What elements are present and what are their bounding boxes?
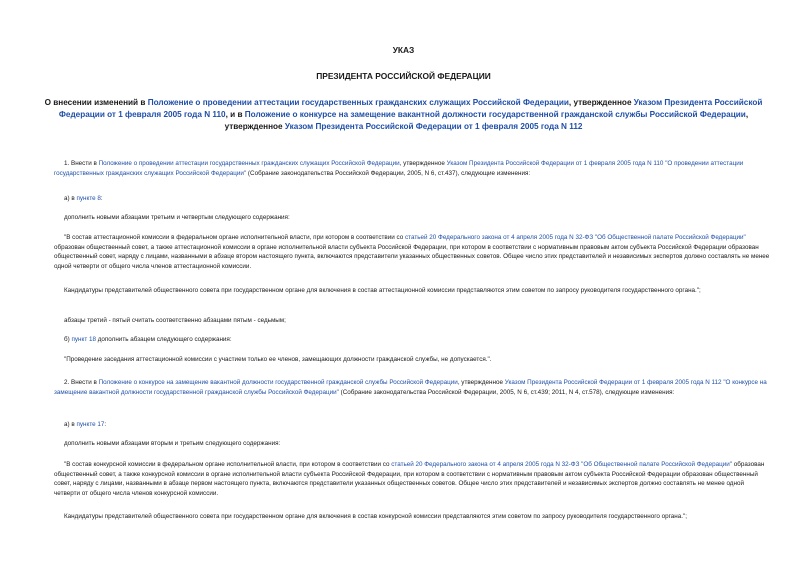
paragraph-12: "В состав конкурсной комиссии в федеральном органе исполнительной власти, при котором в соответствии со статьей 20 Федерального закона от 4 апреля 2005 года N 32-ФЗ "Об Общественной палате Российской Федерации" образован общественный совет, а также конкурсной комиссии в органе исполнительной власти субъекта Российской Федерации, при котором в соответствии с нормативным правовым актом субъекта Российской Федерации образован общественный совет, наряду с лицами, названными в абзаце первом настоящего пункта, включаются представители указанных общественных советов. Общее число этих представителей и независимых экспертов должно составлять не менее одной четверти от общего числа членов конкурсной комиссии. bbox=[54, 461, 765, 497]
link-article-20-law-32fz[interactable]: статьей 20 Федерального закона от 4 апреля 2005 года N 32-ФЗ "Об Общественной палате Российской Федерации" bbox=[405, 234, 746, 241]
paragraph-8: "Проведение заседания аттестационной комиссии с участием только ее членов, замещающих должности гражданской службы, не допускается.". bbox=[64, 356, 492, 363]
link-clause-17[interactable]: пункте 17 bbox=[76, 421, 105, 428]
link-decree-110-2[interactable]: Указом Президента Российской Федерации от 1 февраля 2005 года N 110 "О проведении аттестации государственных гражданских служащих Российской Федерации" bbox=[54, 160, 744, 177]
link-clause-18[interactable]: пункт 18 bbox=[71, 336, 96, 343]
link-decree-110[interactable]: Указом Президента Российской Федерации от 1 февраля 2005 года N 110 bbox=[58, 98, 763, 119]
paragraph-13: Кандидатуры представителей общественного совета при государственном органе для включения в состав конкурсной комиссии представляются этим советом по запросу руководителя государственного органа."; bbox=[64, 513, 688, 520]
link-decree-112-2[interactable]: Указом Президента Российской Федерации от 1 февраля 2005 года N 112 "О конкурсе на замещение вакантной должности государственной гражданской службы Российской Федерации" bbox=[54, 379, 767, 396]
link-attestation-regulation-2[interactable]: Положение о проведении аттестации государственных гражданских служащих Российской Федерации bbox=[98, 160, 400, 167]
document-title: О внесении изменений в Положение о проведении аттестации государственных гражданских служащих Российской Федерации, утвержденное Указом Президента Российской Федерации от 1 февраля 2005 года N 110, и в Положение о конкурсе на замещение вакантной должности государственной гражданской службы Российской Федерации, утвержденное Указом Президента Российской Федерации от 1 февраля 2005 года N 112 bbox=[44, 98, 763, 131]
link-decree-112[interactable]: Указом Президента Российской Федерации от 1 февраля 2005 года N 112 bbox=[284, 122, 583, 131]
paragraph-3: дополнить новыми абзацами третьим и четвертым следующего содержания: bbox=[64, 214, 290, 221]
paragraph-9: 2. Внести в Положение о конкурсе на замещение вакантной должности государственной гражданской службы Российской Федерации, утвержденное Указом Президента Российской Федерации от 1 февраля 2005 года N 112 "О конкурсе на замещение вакантной должности государственной гражданской службы Российской Федерации" (Собрание законодательства Российской Федерации, 2005, N 6, ст.439; 2011, N 4, ст.578), следующие изменения: bbox=[54, 379, 767, 396]
paragraph-2: а) в пункте 8: bbox=[64, 195, 103, 202]
link-competition-regulation-2[interactable]: Положение о конкурсе на замещение вакантной должности государственной гражданской службы Российской Федерации bbox=[98, 379, 458, 386]
paragraph-7: б) пункт 18 дополнить абзацем следующего содержания: bbox=[64, 336, 232, 343]
link-competition-regulation[interactable]: Положение о конкурсе на замещение вакантной должности государственной гражданской службы Российской Федерации bbox=[244, 110, 746, 119]
paragraph-4: "В состав аттестационной комиссии в федеральном органе исполнительной власти, при котором в соответствии со статьей 20 Федерального закона от 4 апреля 2005 года N 32-ФЗ "Об Общественной палате Российской Федерации" образован общественный совет, а также аттестационной комиссии в органе исполнительной власти субъекта Российской Федерации, при котором в соответствии с нормативным правовым актом субъекта Российской Федерации образован общественный совет, наряду с лицами, названными в абзаце втором настоящего пункта, включаются представители указанных общественных советов. Общее число этих представителей и независимых экспертов должно составлять не менее одной четверти от общего числа членов аттестационной комиссии. bbox=[54, 234, 770, 270]
paragraph-5: Кандидатуры представителей общественного совета при государственном органе для включения в состав аттестационной комиссии представляются этим советом по запросу руководителя государственного органа."; bbox=[64, 287, 701, 294]
paragraph-1: 1. Внести в Положение о проведении аттестации государственных гражданских служащих Российской Федерации, утвержденное Указом Президента Российской Федерации от 1 февраля 2005 года N 110 "О проведении аттестации государственных гражданских служащих Российской Федерации" (Собрание законодательства Российской Федерации, 2005, N 6, ст.437), следующие изменения: bbox=[54, 160, 744, 177]
link-article-20-law-32fz-2[interactable]: статьей 20 Федерального закона от 4 апреля 2005 года N 32-ФЗ "Об Общественной палате Российской Федерации" bbox=[391, 461, 732, 468]
link-attestation-regulation[interactable]: Положение о проведении аттестации государственных гражданских служащих Российской Федерации bbox=[147, 98, 569, 107]
paragraph-10: а) в пункте 17: bbox=[64, 421, 107, 428]
link-clause-8[interactable]: пункте 8 bbox=[76, 195, 101, 202]
decree-heading: УКАЗ bbox=[392, 45, 415, 55]
paragraph-6: абзацы третий - пятый считать соответственно абзацами пятым - седьмым; bbox=[64, 317, 286, 324]
decree-issuer: ПРЕЗИДЕНТА РОССИЙСКОЙ ФЕДЕРАЦИИ bbox=[316, 71, 491, 81]
paragraph-11: дополнить новыми абзацами вторым и третьим следующего содержания: bbox=[64, 440, 281, 447]
